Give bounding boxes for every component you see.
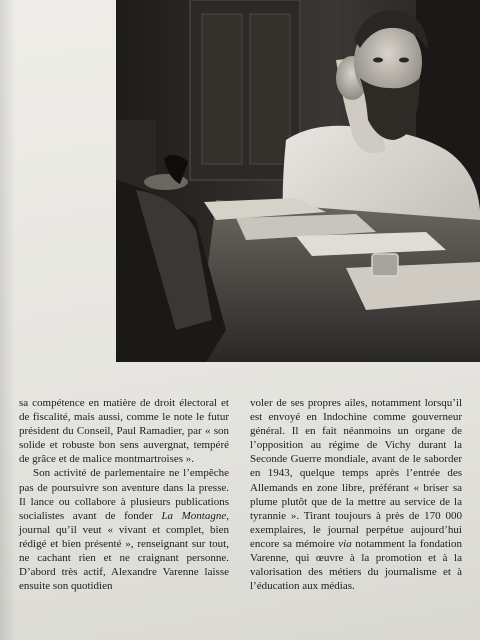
text-column-left [19, 396, 229, 593]
left-paragraph-2-text-a: Son activité de parlementaire ne l’empêche pas de poursuivre son aventure dans la presse. Il lance ou collabore à plusieurs publications socialistes avant de fonder [19, 467, 229, 522]
left-paragraph-2 [19, 466, 229, 593]
text-column-right [250, 396, 462, 593]
portrait-photo [116, 0, 480, 362]
portrait-photo-icon [116, 0, 480, 362]
journal-title-la-montagne: La Montagne [161, 509, 227, 522]
via-italic: via [338, 537, 352, 550]
left-paragraph-1: sa compétence en matière de droit électoral et de fiscalité, mais aussi, comme le note le futur président du Conseil, Paul Ramadier, par « son solide et robuste bon sens auvergnat, tempéré de grâce et de malice montmartroises ». [19, 397, 229, 466]
page-binding-shadow [0, 0, 16, 640]
right-paragraph-1-text-b: notamment la fondation Varenne, qui œuvre à la promotion et à la valorisation des métiers du journalisme et à l’éducation aux médias. [250, 537, 462, 593]
left-paragraph-2-text-b: , journal qu’il veut « vivant et complet, bien rédigé et bien présenté », renseignant sur tout, ne cachant rien et ne craignant personne. D’abord très actif, Alexandre Varenne laisse ensuite son quotidien [19, 509, 229, 593]
right-paragraph-1-text-a: voler de ses propres ailes, notamment lorsqu’il est envoyé en Indochine comme gouverneur général. Il en fait néanmoins un organe de l’opposition au régime de Vichy durant la Seconde Guerre mondiale, avant de le saborder en 1943, quelque temps après l’entrée des Allemands en zone libre, préférant « briser sa plume plutôt que de la mettre au service de la tyrannie ». Tirant toujours à près de 170 000 exemplaires, le journal perpétue aujourd’hui encore sa mémoire [250, 397, 462, 550]
right-paragraph-1 [250, 396, 462, 593]
